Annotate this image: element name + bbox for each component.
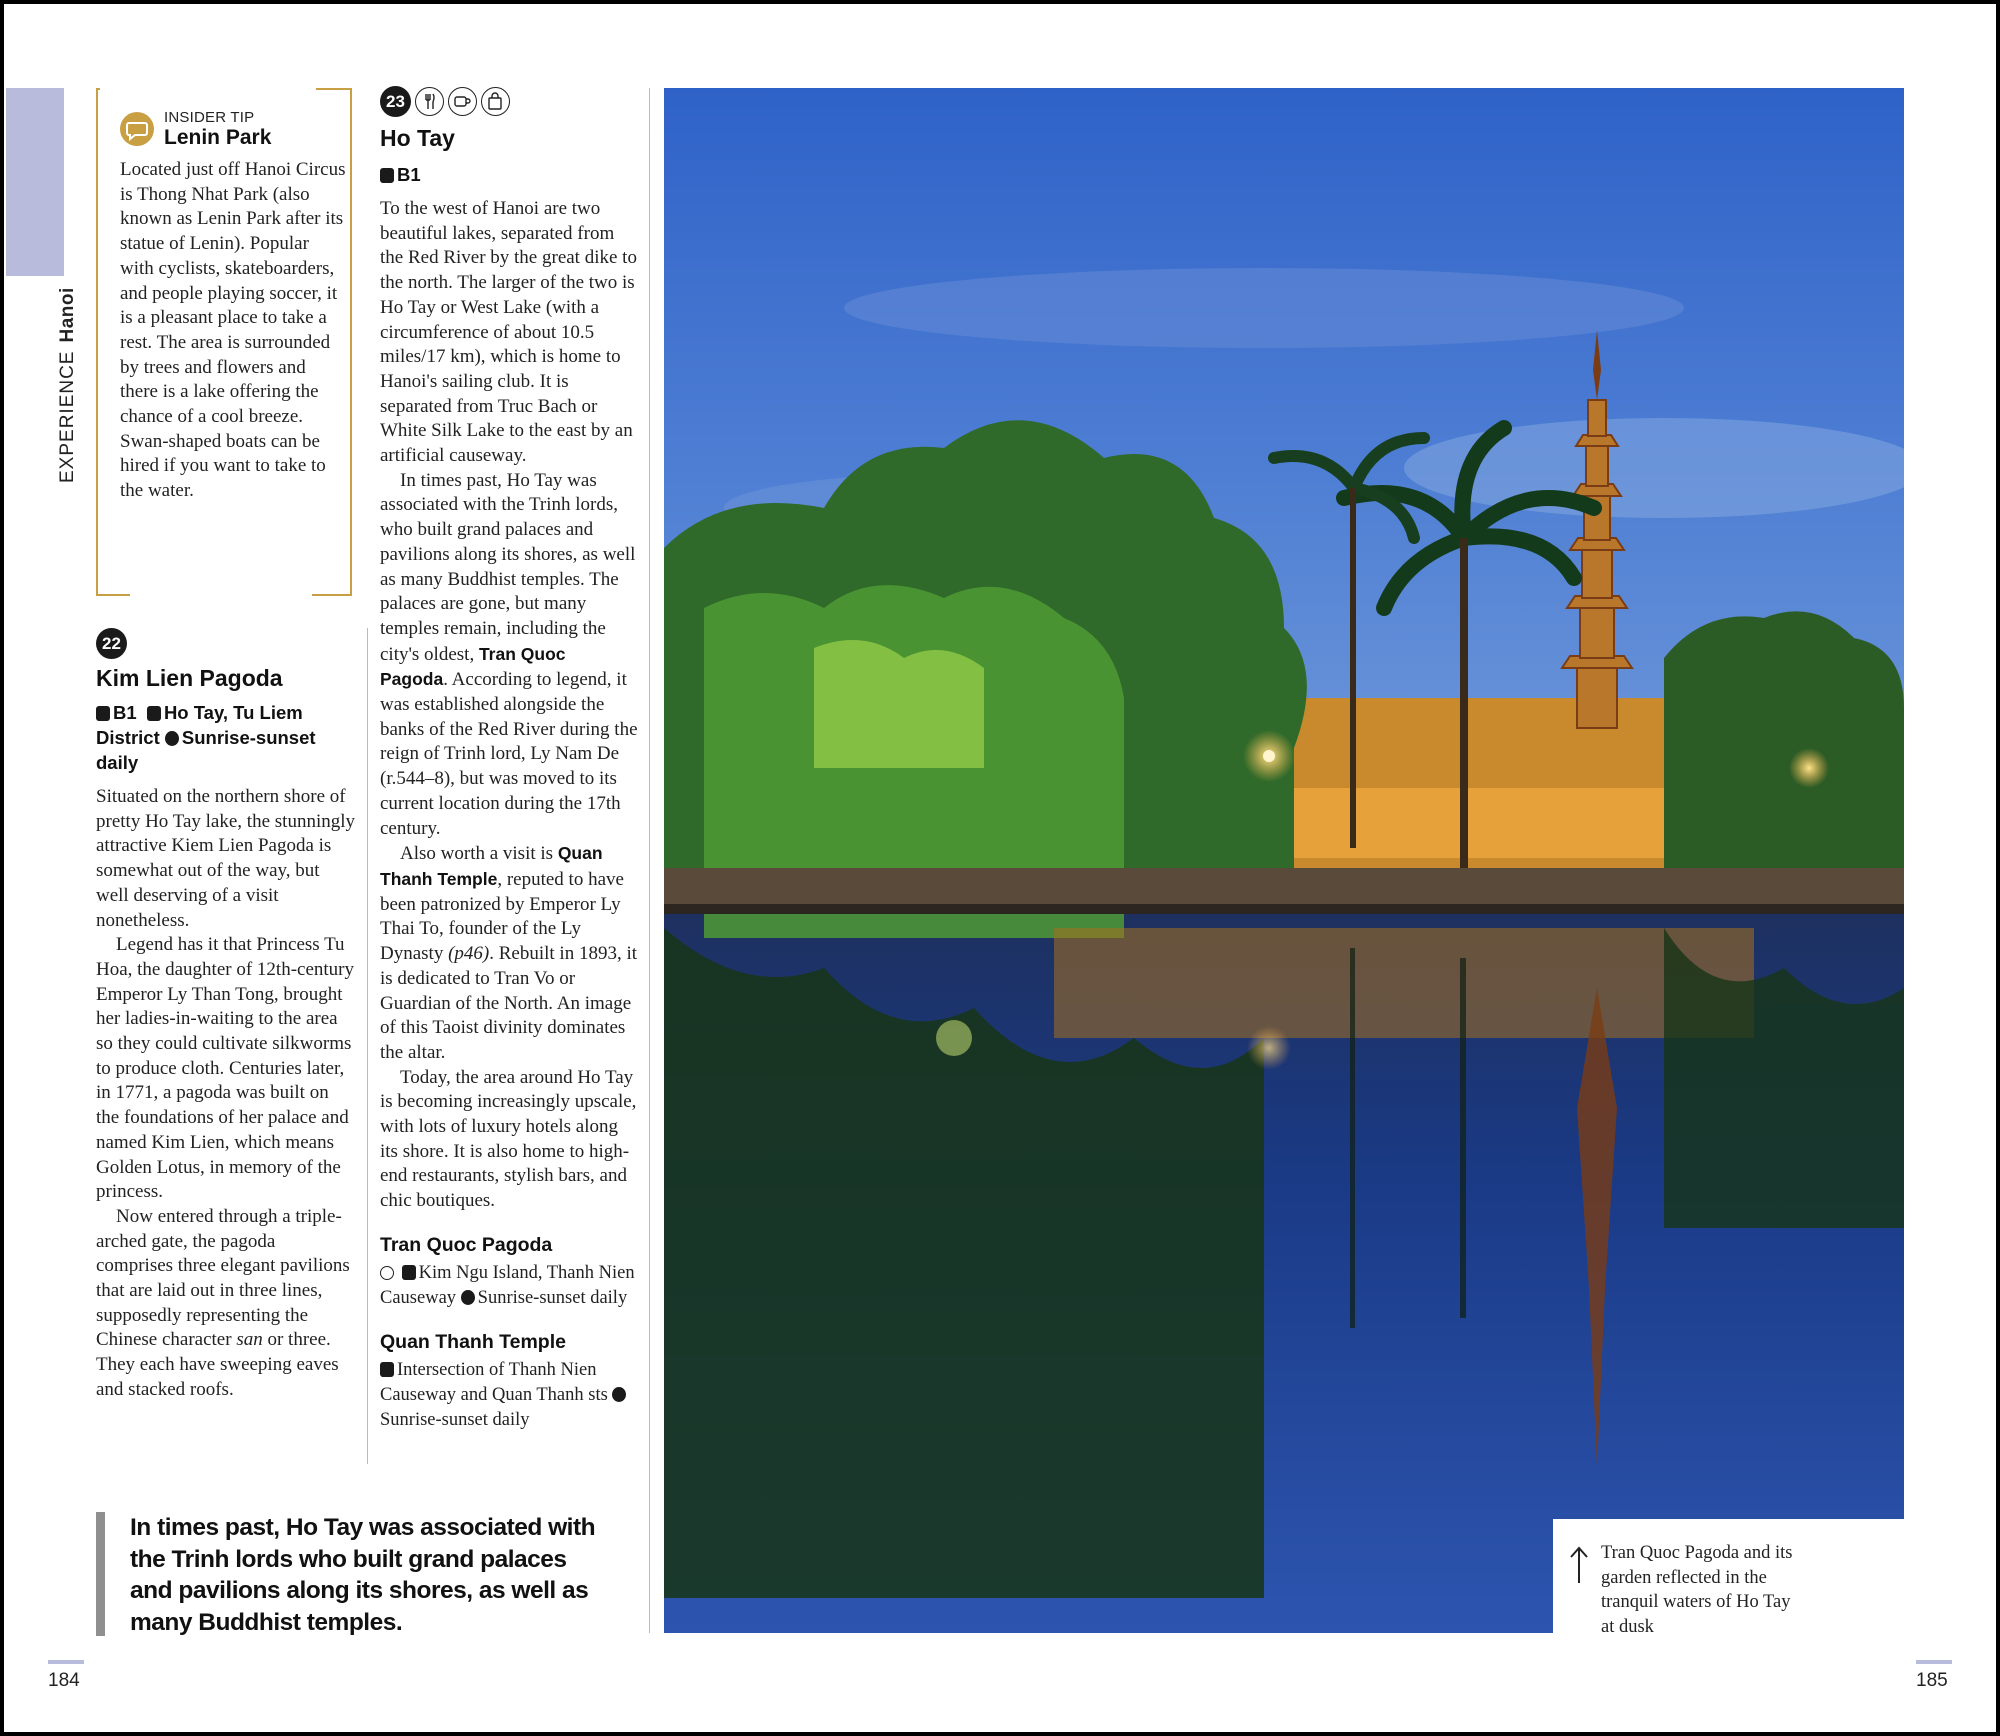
tip-kicker: INSIDER TIP <box>164 109 255 126</box>
web-icon <box>380 1266 394 1280</box>
entry-paragraph: Legend has it that Princess Tu Hoa, the daughter of 12th-century Emperor Ly Than Tong, brought her ladies-in-waiting to the area so they could cultivate silkworms to produce cloth. Centuries later, in 1771, a pagoda was built on the foundations of her palace and named Kim Lien, which means Golden Lotus, in memory of the princess. <box>96 934 354 1203</box>
hours: Sunrise-sunset daily <box>96 727 316 773</box>
entry-paragraph: Today, the area around Ho Tay is becoming increasingly upscale, with lots of luxury hotels along its shore. It is also home to high-end restaurants, stylish bars, and chic boutiques. <box>380 1066 637 1212</box>
entry-title: Ho Tay <box>380 125 455 151</box>
tip-border-bottom <box>96 594 352 596</box>
arrow-up-icon <box>1567 1545 1591 1585</box>
entry-header <box>380 86 638 117</box>
address-icon <box>380 1362 394 1377</box>
page-number-left: 184 <box>48 1670 80 1691</box>
tip-title: Lenin Park <box>164 126 272 149</box>
entry-ho-tay <box>380 86 638 1433</box>
entry-paragraph: To the west of Hanoi are two beautiful lakes, separated from the Red River by the great dike to the north. The larger of the two is Ho Tay or West Lake (with a circumference of about 10.5 miles/17 km), which is home to Hanoi's sailing club. It is separated from Truc Bach or White Silk Lake to the east by an artificial causeway. <box>380 198 637 467</box>
tip-body: Located just off Hanoi Circus is Thong Nhat Park (also known as Lenin Park after its statue of Lenin). Popular with cyclists, skateboarders, and people playing soccer, it is a pleasant place to take a rest. The area is surrounded by trees and flowers and there is a lake offering the chance of a cool breeze. Swan-shaped boats can be hired if you want to take to the water. <box>120 159 346 502</box>
shopping-icon <box>481 87 510 116</box>
hours: Sunrise-sunset daily <box>380 1409 530 1430</box>
section-label: EXPERIENCE <box>57 350 78 483</box>
running-head <box>57 223 79 483</box>
map-ref: B1 <box>113 702 137 723</box>
photo-caption-box <box>1553 1519 1911 1645</box>
photo-caption: Tran Quoc Pagoda and its garden reflected in the tranquil waters of Ho Tay at dusk <box>1601 1543 1793 1637</box>
lake-pagoda-photo <box>664 88 1904 1633</box>
section-city: Hanoi <box>57 287 78 343</box>
page-number-right: 185 <box>1916 1670 1948 1691</box>
entry-paragraph: Also worth a visit is Quan Thanh Temple, reputed to have been patronized by Emperor Ly Thai To, founder of the Ly Dynasty (p46). Rebuilt in 1893, it is dedicated to Tran Vo or Guardian of the North. An image of this Taoist divinity dominates the altar. <box>380 843 638 1063</box>
insider-tip-box <box>96 88 352 596</box>
sub-entry-title: Tran Quoc Pagoda <box>380 1233 553 1256</box>
entry-title: Kim Lien Pagoda <box>96 665 283 691</box>
restaurant-icon <box>415 87 444 116</box>
sub-entry-title: Quan Thanh Temple <box>380 1330 566 1353</box>
column-rule <box>649 88 650 1633</box>
pull-quote <box>96 1512 605 1636</box>
pull-quote-text: In times past, Ho Tay was associated with the Trinh lords who built grand palaces and pavilions along its shores, as well as many Buddhist temples. <box>130 1514 596 1636</box>
hours: Sunrise-sunset daily <box>477 1287 628 1308</box>
address: Ho Tay, Tu Liem District <box>96 702 303 748</box>
entry-paragraph: Now entered through a triple-arched gate, the pagoda comprises three elegant pavilions that are laid out in three lines, supposedly representing the Chinese character san or three. They each have sweeping eaves and stacked roofs. <box>96 1205 350 1400</box>
column-rule <box>367 628 368 1464</box>
map-ref: B1 <box>397 164 421 185</box>
address: Intersection of Thanh Nien Causeway and Quan Thanh sts <box>380 1359 608 1405</box>
sub-entry-info <box>380 1358 638 1433</box>
entry-paragraph: Situated on the northern shore of pretty Ho Tay lake, the stunningly attractive Kiem Lien Pagoda is somewhat out of the way, but well deserving of a visit nonetheless. <box>96 786 355 931</box>
address: Kim Ngu Island, Thanh Nien Causeway <box>380 1262 635 1308</box>
address-icon <box>402 1265 416 1280</box>
tip-border-right <box>350 88 352 596</box>
entry-info <box>380 162 638 187</box>
address-icon <box>147 706 161 721</box>
chapter-tab <box>6 88 64 276</box>
sub-entry-info <box>380 1261 638 1311</box>
folio-bar-left <box>48 1660 84 1664</box>
clock-icon <box>461 1290 475 1305</box>
map-pin-icon <box>96 706 110 721</box>
entry-number-badge: 23 <box>380 86 411 117</box>
cafe-icon <box>448 87 477 116</box>
folio-bar-right <box>1916 1660 1952 1664</box>
entry-paragraph: In times past, Ho Tay was associated with the Trinh lords, who built grand palaces and pavilions along its shores, as well as many Buddhist temples. The palaces are gone, but many temples remain, including the city's oldest, Tran Quoc Pagoda. According to legend, it was established alongside the banks of the Red River during the reign of Trinh lord, Ly Nam De (r.544–8), but was moved to its current location during the 17th century. <box>380 469 638 839</box>
map-pin-icon <box>380 168 394 183</box>
clock-icon <box>165 731 179 746</box>
entry-info <box>96 700 356 775</box>
entry-kim-lien-pagoda <box>96 628 356 1403</box>
entry-number-badge: 22 <box>96 628 127 659</box>
speech-bubble-icon <box>120 112 154 146</box>
clock-icon <box>612 1387 626 1402</box>
tip-border-left <box>96 88 98 596</box>
